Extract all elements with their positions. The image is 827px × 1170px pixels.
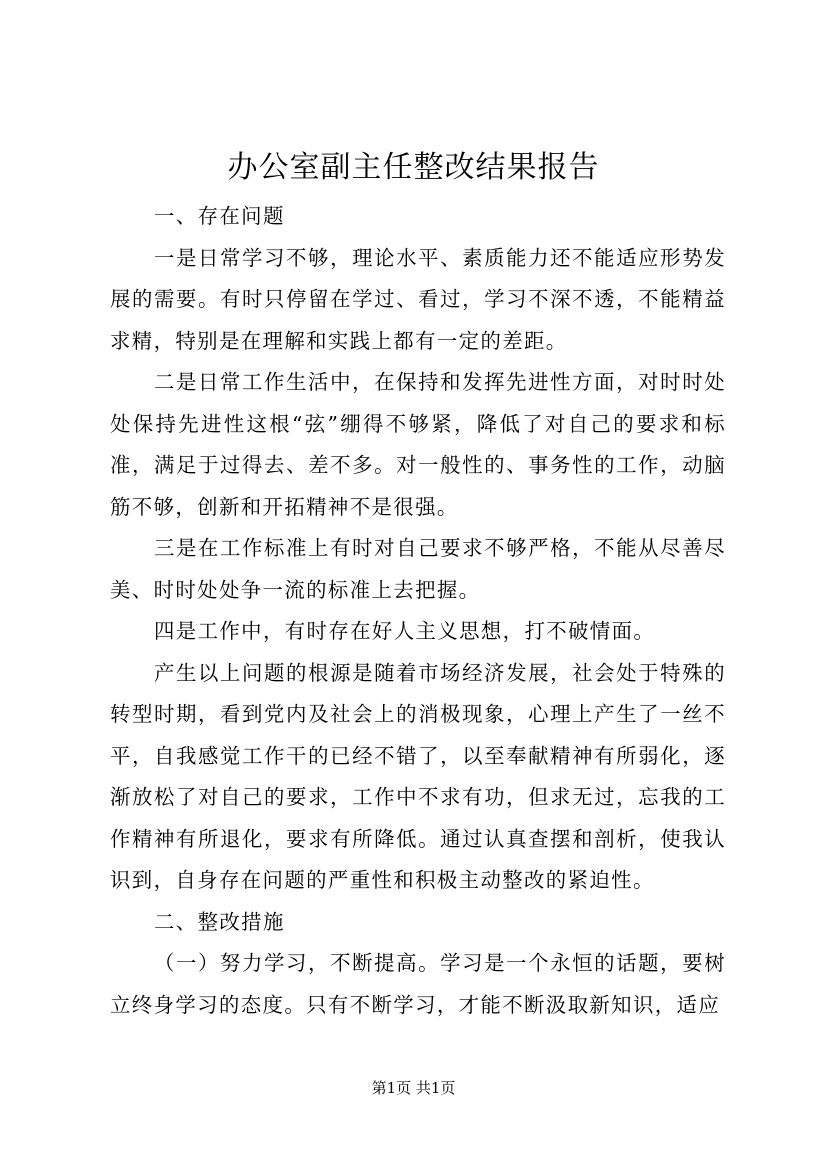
paragraph-problem-2: 二是日常工作生活中，在保持和发挥先进性方面，对时时处处保持先进性这根“弦”绷得不够紧，降低了对自己的要求和标准，满足于过得去、差不多。对一般性的、事务性的工作，动脑筋不够，创新和开拓精神不是很强。 [110,370,726,519]
paragraph-root-cause: 产生以上问题的根源是随着市场经济发展，社会处于特殊的转型时期，看到党内及社会上的消极现象，心理上产生了一丝不平，自我感觉工作干的已经不错了，以至奉献精神有所弱化，逐渐放松了对自己的要求，工作中不求有功，但求无过，忘我的工作精神有所退化，要求有所降低。通过认真查摆和剖析，使我认识到，自身存在问题的严重性和积极主动整改的紧迫性。 [110,660,726,892]
paragraph-measure-1: （一）努力学习，不断提高。学习是一个永恒的话题，要树立终身学习的态度。只有不断学习，才能不断汲取新知识，适应 [110,951,726,1017]
page-footer: 第1页 共1页 [371,1079,456,1097]
paragraph-problem-3: 三是在工作标准上有时对自己要求不够严格，不能从尽善尽美、时时处处争一流的标准上去把握。 [110,536,726,602]
document-body [110,196,726,1026]
section-heading-measures: 二、整改措施 [154,909,285,934]
document-title: 办公室副主任整改结果报告 [227,150,600,185]
paragraph-problem-1: 一是日常学习不够，理论水平、素质能力还不能适应形势发展的需要。有时只停留在学过、看过，学习不深不透，不能精益求精，特别是在理解和实践上都有一定的差距。 [110,245,726,353]
section-heading-problems: 一、存在问题 [154,204,285,228]
paragraph-problem-4: 四是工作中，有时存在好人主义思想，打不破情面。 [154,619,656,643]
